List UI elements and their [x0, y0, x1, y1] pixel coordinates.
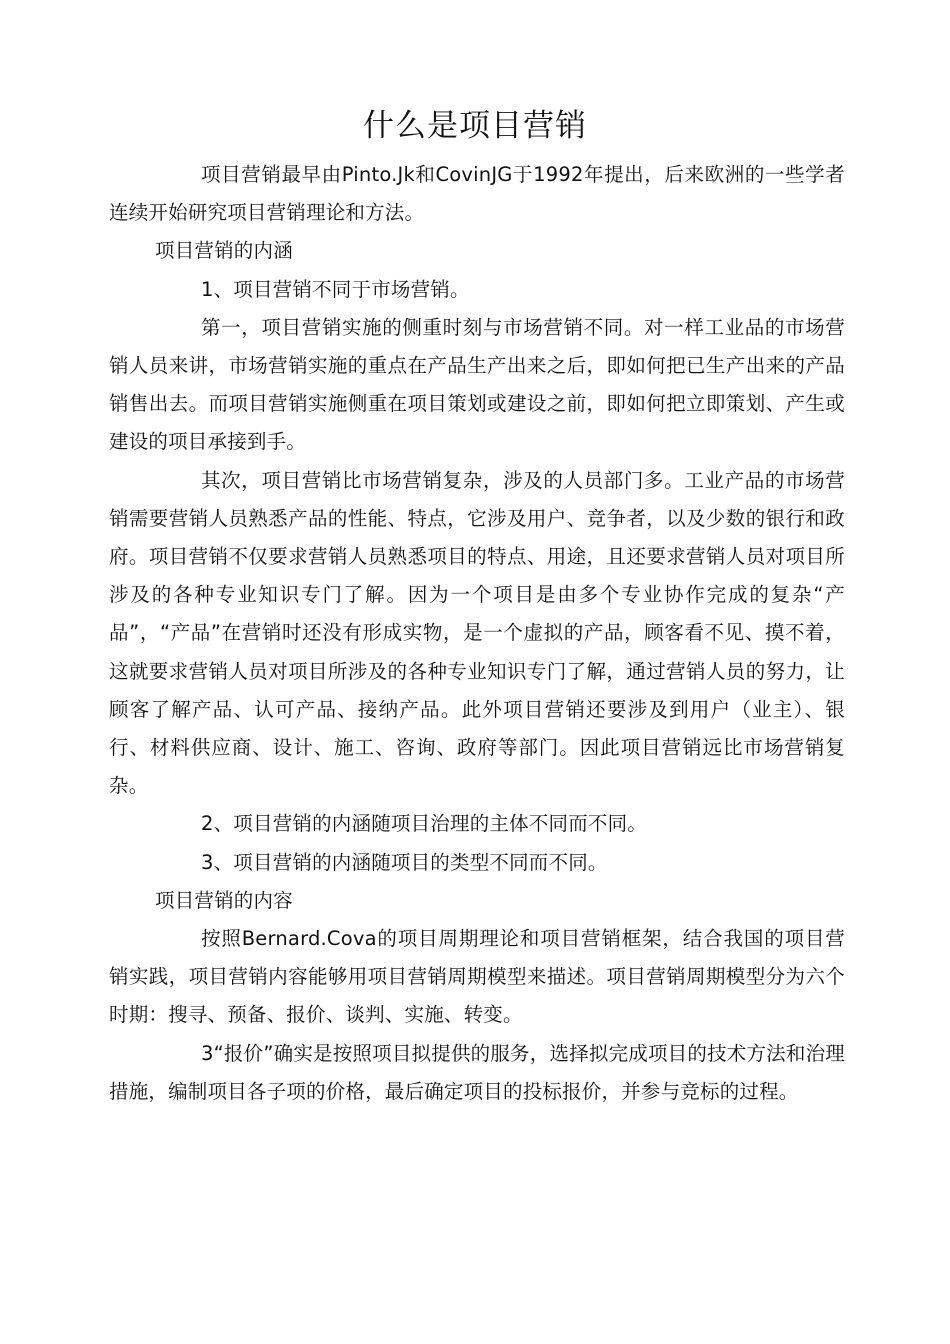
list-item-1: 1、项目营销不同于市场营销。 — [201, 277, 470, 301]
section-heading-content: 项目营销的内容 — [155, 888, 293, 912]
paragraph-first: 第一，项目营销实施的侧重时刻与市场营销不同。对一样工业品的市场营销人员来讲，市场营销实施的重点在产品生产出来之后，即如何把已生产出来的产品销售出去。而项目营销实施侧重在项目策划或建设之前，即如何把立即策划、产生或建设的项目承接到手。 — [109, 315, 845, 454]
document-body — [109, 156, 845, 1111]
paragraph-intro: 项目营销最早由Pinto.Jk和CovinJG于1992年提出，后来欧洲的一些学者连续开始研究项目营销理论和方法。 — [109, 163, 845, 225]
list-item-2: 2、项目营销的内涵随项目治理的主体不同而不同。 — [201, 812, 648, 836]
paragraph-quote: 3“报价”确实是按照项目拟提供的服务，选择拟完成项目的技术方法和治理措施，编制项目各子项的价格，最后确定项目的投标报价，并参与竞标的过程。 — [109, 1041, 845, 1103]
paragraph-cova: 按照Bernard.Cova的项目周期理论和项目营销框架，结合我国的项目营销实践，项目营销内容能够用项目营销周期模型来描述。项目营销周期模型分为六个时期：搜寻、预备、报价、谈判、实施、转变。 — [109, 927, 845, 1027]
paragraph-second: 其次，项目营销比市场营销复杂，涉及的人员部门多。工业产品的市场营销需要营销人员熟悉产品的性能、特点，它涉及用户、竞争者，以及少数的银行和政府。项目营销不仅要求营销人员熟悉项目的特点、用途，且还要求营销人员对项目所涉及的各种专业知识专门了解。因为一个项目是由多个专业协作完成的复杂“产品”，“产品”在营销时还没有形成实物，是一个虚拟的产品，顾客看不见、摸不着，这就要求营销人员对项目所涉及的各种专业知识专门了解，通过营销人员的努力，让顾客了解产品、认可产品、接纳产品。此外项目营销还要涉及到用户（业主）、银行、材料供应商、设计、施工、咨询、政府等部门。因此项目营销远比市场营销复杂。 — [109, 468, 845, 798]
section-heading-connotation: 项目营销的内涵 — [155, 239, 293, 263]
document-title: 什么是项目营销 — [363, 108, 587, 144]
list-item-3: 3、项目营销的内涵随项目的类型不同而不同。 — [201, 850, 608, 874]
